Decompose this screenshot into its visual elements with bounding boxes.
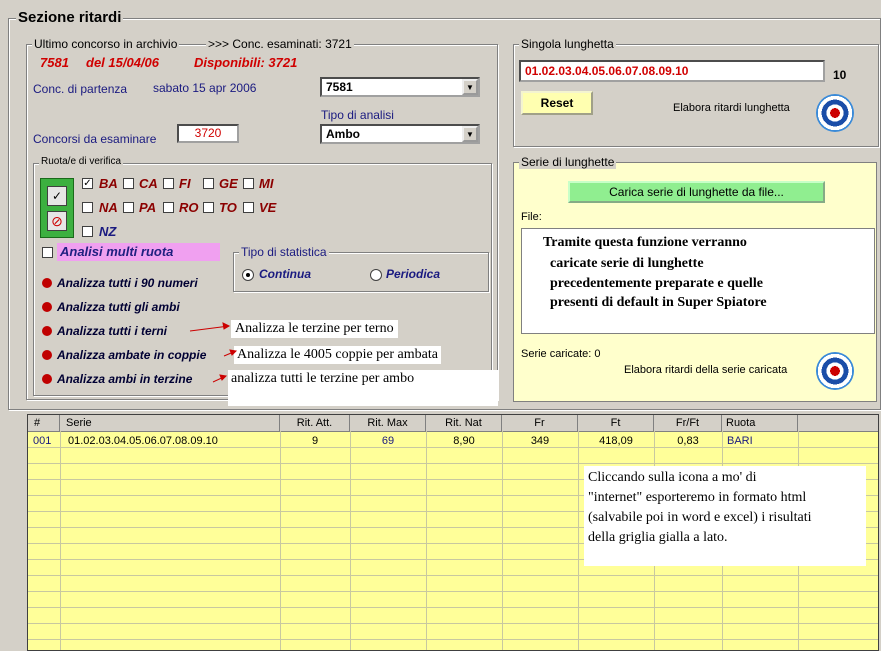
chevron-down-icon[interactable]: ▼ <box>462 79 478 95</box>
last-draw-number: 7581 <box>40 55 69 70</box>
action-label: Analizza tutti i terni <box>57 324 168 338</box>
col-header-rit-max[interactable]: Rit. Max <box>350 415 426 431</box>
table-row-ft[interactable]: 418,09 <box>599 435 633 447</box>
file-label: File: <box>521 211 542 223</box>
wheel-label-ba: BA <box>99 176 118 191</box>
radio-continua-label: Continua <box>259 267 311 281</box>
action-label: Analizza tutti gli ambi <box>57 300 180 314</box>
arrow-terzine <box>213 375 226 382</box>
start-draw-value: 7581 <box>326 80 353 94</box>
wheel-label-ge: GE <box>219 176 238 191</box>
wheel-label-ca: CA <box>139 176 158 191</box>
wheel-label-pa: PA <box>139 200 157 215</box>
col-header-serie[interactable]: Serie <box>60 415 280 431</box>
arrow-terni <box>190 323 229 331</box>
load-series-button[interactable]: Carica serie di lunghette da file... <box>568 181 825 203</box>
target-icon[interactable] <box>816 94 854 132</box>
table-row-fr[interactable]: 349 <box>530 435 550 447</box>
multi-wheel-label: Analisi multi ruota <box>57 243 220 261</box>
analysis-type-value: Ambo <box>326 127 360 141</box>
analysis-type-label: Tipo di analisi <box>321 108 394 122</box>
annotation-terni: Analizza le terzine per terno <box>231 320 398 338</box>
action-label: Analizza ambate in coppie <box>57 348 207 362</box>
start-date: sabato 15 apr 2006 <box>153 81 257 95</box>
series-loaded-count: Serie caricate: 0 <box>521 348 601 360</box>
table-row-rit-max[interactable]: 69 <box>381 435 395 447</box>
series-info-line4: presenti di default in Super Spiatore <box>550 295 767 310</box>
to-examine-input[interactable]: 3720 <box>177 124 239 143</box>
col-header-ft[interactable]: Ft <box>578 415 654 431</box>
available-count: Disponibili: 3721 <box>194 55 298 70</box>
section-title: Sezione ritardi <box>18 9 122 26</box>
col-header-ruota[interactable]: Ruota <box>722 415 798 431</box>
series-info-line2: caricate serie di lunghette <box>550 256 704 271</box>
select-all-icon[interactable]: ✓ <box>47 186 67 206</box>
col-header-id[interactable]: # <box>28 415 60 431</box>
wheel-label-ro: RO <box>179 200 199 215</box>
single-count: 10 <box>833 68 847 82</box>
series-legend: Serie di lunghette <box>521 155 615 169</box>
series-info-line1: Tramite questa funzione verranno <box>543 235 747 250</box>
single-input[interactable]: 01.02.03.04.05.06.07.08.09.10 <box>519 60 825 82</box>
radio-periodica-label: Periodica <box>386 267 441 281</box>
clear-all-icon[interactable]: ⊘ <box>47 211 67 231</box>
wheel-label-fi: FI <box>179 176 191 191</box>
arrow-coppie <box>224 350 236 356</box>
to-examine-label: Concorsi da esaminare <box>33 132 157 146</box>
grid-info-line1: Cliccando sulla icona a mo' di <box>588 470 757 485</box>
grid-info-line2: "internet" esporteremo in formato html <box>588 490 807 505</box>
wheel-checkbox-ba[interactable]: ✓ <box>83 178 92 189</box>
wheel-label-ve: VE <box>259 200 277 215</box>
table-row-rit-nat[interactable]: 8,90 <box>453 435 475 447</box>
series-info-line3: precedentemente preparate e quelle <box>550 276 763 291</box>
wheels-legend: Ruota/e di verifica <box>41 156 122 167</box>
archive-legend: Ultimo concorso in archivio <box>34 37 178 51</box>
action-label: Analizza tutti i 90 numeri <box>57 276 198 290</box>
table-row-frft[interactable]: 0,83 <box>677 435 699 447</box>
annotation-coppie: Analizza le 4005 coppie per ambata <box>234 346 441 364</box>
table-row-serie[interactable]: 01.02.03.04.05.06.07.08.09.10 <box>68 435 218 447</box>
table-row-id[interactable]: 001 <box>33 435 52 447</box>
col-header-frft[interactable]: Fr/Ft <box>654 415 722 431</box>
target-icon[interactable] <box>816 352 854 390</box>
grid-info-line4: della griglia gialla a lato. <box>588 530 728 545</box>
wheel-label-mi: MI <box>259 176 274 191</box>
reset-button[interactable]: Reset <box>521 91 593 115</box>
examined-count: >>> Conc. esaminati: 3721 <box>208 37 352 51</box>
start-label: Conc. di partenza <box>33 82 128 96</box>
col-header-rit-nat[interactable]: Rit. Nat <box>426 415 502 431</box>
action-label: Analizza ambi in terzine <box>57 372 193 386</box>
process-single-label: Elabora ritardi lunghetta <box>673 102 790 114</box>
wheel-label-to: TO <box>219 200 237 215</box>
col-header-fr[interactable]: Fr <box>502 415 578 431</box>
stat-type-legend: Tipo di statistica <box>241 245 327 259</box>
single-legend: Singola lunghetta <box>521 37 614 51</box>
last-draw-date: del 15/04/06 <box>86 55 159 70</box>
annotation-terzine: analizza tutti le terzine per ambo <box>228 370 498 406</box>
table-row-ruota[interactable]: BARI <box>727 435 753 447</box>
grid-info-line3: (salvabile poi in word e excel) i risultati <box>588 510 812 525</box>
process-series-label: Elabora ritardi della serie caricata <box>624 364 788 376</box>
wheel-label-nz: NZ <box>99 224 117 239</box>
chevron-down-icon[interactable]: ▼ <box>462 126 478 142</box>
wheel-label-na: NA <box>99 200 118 215</box>
col-header-rit-att[interactable]: Rit. Att. <box>280 415 350 431</box>
table-row-rit-att[interactable]: 9 <box>311 435 319 447</box>
